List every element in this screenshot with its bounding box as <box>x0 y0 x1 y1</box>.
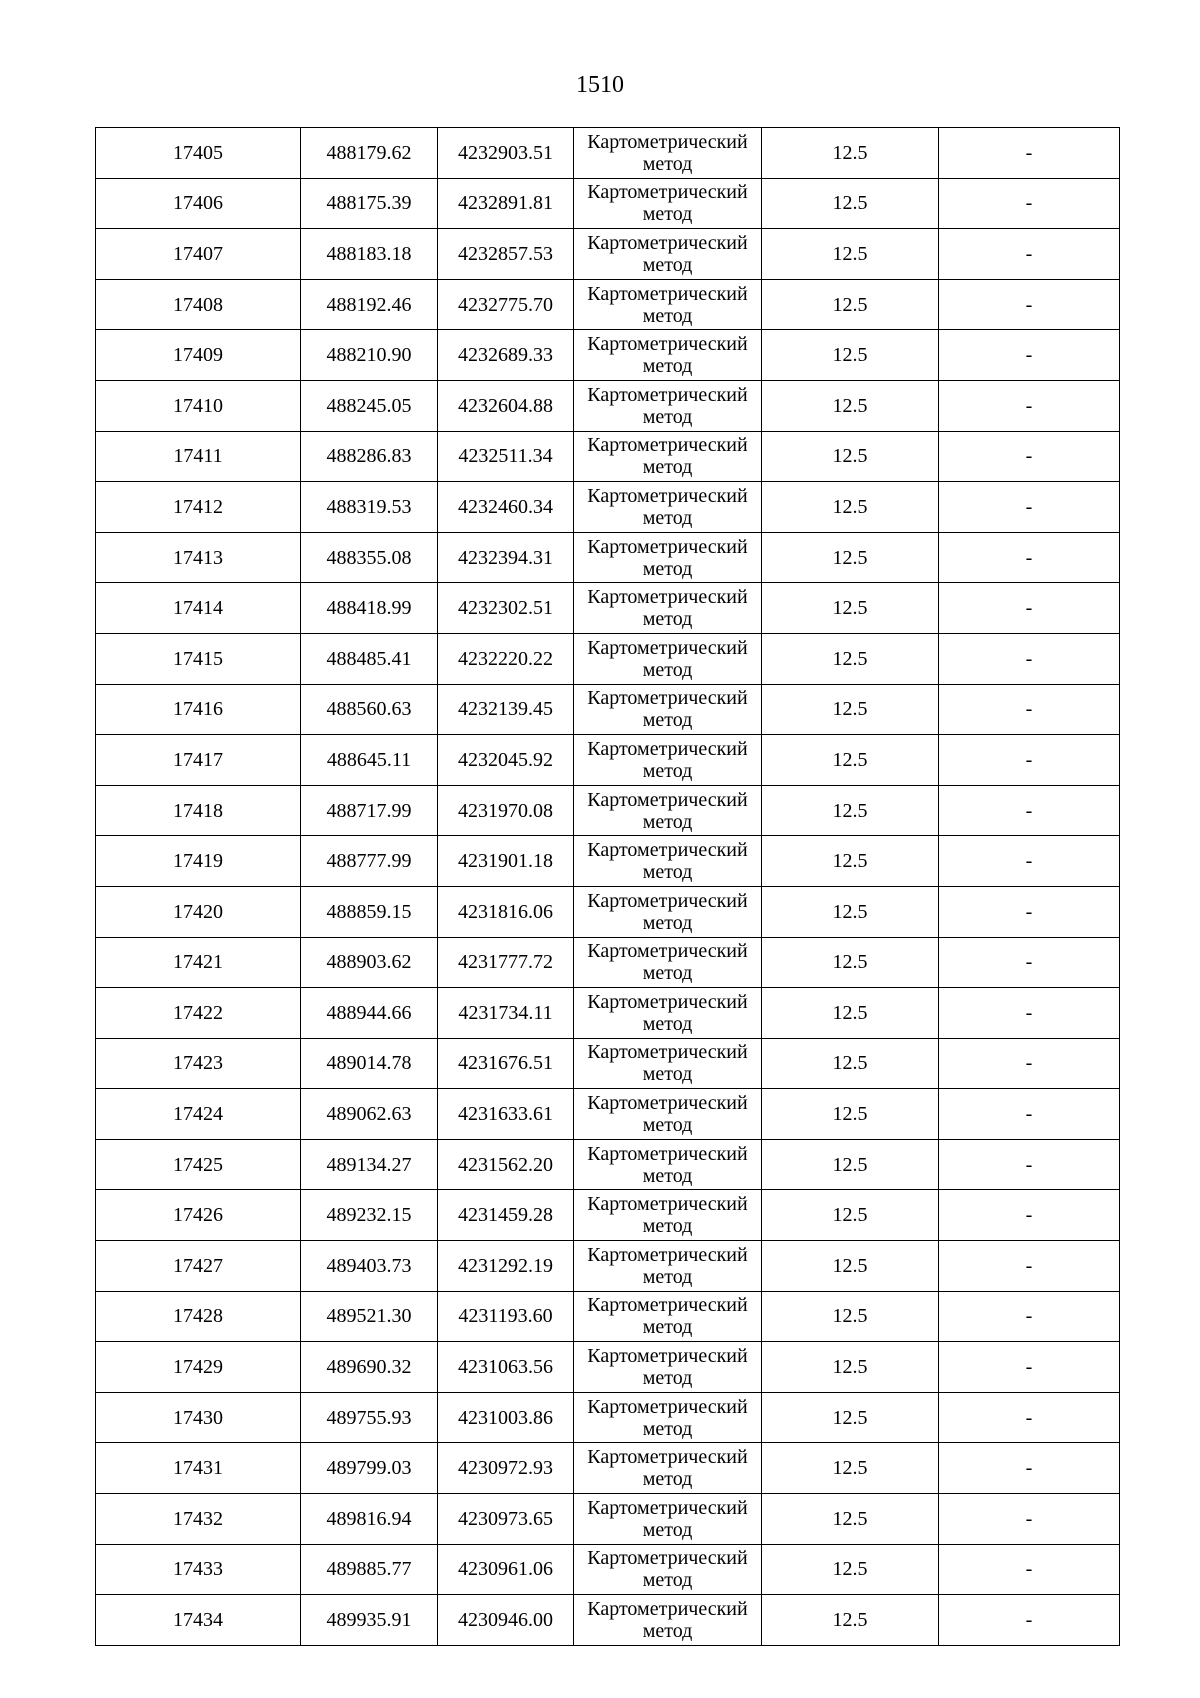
coordinates-table <box>95 127 1120 1646</box>
method-line-2: метод <box>642 557 693 580</box>
method-line-1: Картометрический <box>587 889 748 912</box>
x-coordinate-cell: 488903.62 <box>301 937 438 988</box>
description-cell: - <box>939 1089 1120 1140</box>
x-coordinate-cell: 488192.46 <box>301 279 438 330</box>
table-row <box>96 1089 1120 1140</box>
method-line-2: метод <box>642 1518 693 1541</box>
accuracy-cell: 12.5 <box>762 1595 939 1646</box>
method-line-2: метод <box>642 1215 693 1238</box>
method-cell <box>574 178 762 229</box>
method-line-2: метод <box>642 355 693 378</box>
method-cell <box>574 836 762 887</box>
method-cell <box>574 1392 762 1443</box>
method-cell <box>574 633 762 684</box>
y-coordinate-cell: 4231777.72 <box>438 937 574 988</box>
x-coordinate-cell: 489935.91 <box>301 1595 438 1646</box>
method-cell <box>574 785 762 836</box>
table-row <box>96 532 1120 583</box>
point-number-cell: 17427 <box>96 1241 301 1292</box>
x-coordinate-cell: 488175.39 <box>301 178 438 229</box>
accuracy-cell: 12.5 <box>762 785 939 836</box>
y-coordinate-cell: 4231063.56 <box>438 1342 574 1393</box>
x-coordinate-cell: 489062.63 <box>301 1089 438 1140</box>
accuracy-cell: 12.5 <box>762 380 939 431</box>
accuracy-cell: 12.5 <box>762 886 939 937</box>
x-coordinate-cell: 489521.30 <box>301 1291 438 1342</box>
method-cell <box>574 532 762 583</box>
method-cell <box>574 988 762 1039</box>
x-coordinate-cell: 489885.77 <box>301 1544 438 1595</box>
y-coordinate-cell: 4232460.34 <box>438 482 574 533</box>
method-cell <box>574 330 762 381</box>
table-body <box>96 128 1120 1646</box>
description-cell: - <box>939 937 1120 988</box>
description-cell: - <box>939 886 1120 937</box>
point-number-cell: 17410 <box>96 380 301 431</box>
method-line-2: метод <box>642 506 693 529</box>
method-line-1: Картометрический <box>587 130 748 153</box>
method-cell <box>574 1595 762 1646</box>
description-cell: - <box>939 1595 1120 1646</box>
method-line-1: Картометрический <box>587 586 748 609</box>
method-cell <box>574 684 762 735</box>
accuracy-cell: 12.5 <box>762 1139 939 1190</box>
point-number-cell: 17409 <box>96 330 301 381</box>
y-coordinate-cell: 4232689.33 <box>438 330 574 381</box>
point-number-cell: 17426 <box>96 1190 301 1241</box>
method-line-2: метод <box>642 304 693 327</box>
method-cell <box>574 1494 762 1545</box>
method-line-2: метод <box>642 709 693 732</box>
y-coordinate-cell: 4231816.06 <box>438 886 574 937</box>
table-row <box>96 1544 1120 1595</box>
accuracy-cell: 12.5 <box>762 1392 939 1443</box>
method-line-2: метод <box>642 1063 693 1086</box>
point-number-cell: 17434 <box>96 1595 301 1646</box>
accuracy-cell: 12.5 <box>762 330 939 381</box>
method-line-1: Картометрический <box>587 737 748 760</box>
method-line-2: метод <box>642 861 693 884</box>
accuracy-cell: 12.5 <box>762 1342 939 1393</box>
x-coordinate-cell: 488245.05 <box>301 380 438 431</box>
point-number-cell: 17412 <box>96 482 301 533</box>
y-coordinate-cell: 4232139.45 <box>438 684 574 735</box>
method-cell <box>574 1291 762 1342</box>
method-line-2: метод <box>642 810 693 833</box>
method-line-1: Картометрический <box>587 636 748 659</box>
x-coordinate-cell: 489799.03 <box>301 1443 438 1494</box>
y-coordinate-cell: 4230946.00 <box>438 1595 574 1646</box>
table-row <box>96 988 1120 1039</box>
point-number-cell: 17428 <box>96 1291 301 1342</box>
method-line-2: метод <box>642 911 693 934</box>
x-coordinate-cell: 488645.11 <box>301 735 438 786</box>
method-line-2: метод <box>642 405 693 428</box>
method-line-1: Картометрический <box>587 434 748 457</box>
x-coordinate-cell: 488859.15 <box>301 886 438 937</box>
description-cell: - <box>939 836 1120 887</box>
method-line-1: Картометрический <box>587 1092 748 1115</box>
table-row <box>96 1392 1120 1443</box>
x-coordinate-cell: 488355.08 <box>301 532 438 583</box>
description-cell: - <box>939 1038 1120 1089</box>
method-line-2: метод <box>642 759 693 782</box>
accuracy-cell: 12.5 <box>762 1089 939 1140</box>
method-cell <box>574 482 762 533</box>
point-number-cell: 17430 <box>96 1392 301 1443</box>
x-coordinate-cell: 489690.32 <box>301 1342 438 1393</box>
point-number-cell: 17421 <box>96 937 301 988</box>
accuracy-cell: 12.5 <box>762 988 939 1039</box>
method-cell <box>574 128 762 179</box>
table-row <box>96 1139 1120 1190</box>
accuracy-cell: 12.5 <box>762 1190 939 1241</box>
y-coordinate-cell: 4231676.51 <box>438 1038 574 1089</box>
method-line-1: Картометрический <box>587 1598 748 1621</box>
description-cell: - <box>939 1241 1120 1292</box>
table-row <box>96 128 1120 179</box>
accuracy-cell: 12.5 <box>762 1038 939 1089</box>
table-row <box>96 1342 1120 1393</box>
table-row <box>96 937 1120 988</box>
table-row <box>96 482 1120 533</box>
method-line-2: метод <box>642 1164 693 1187</box>
y-coordinate-cell: 4232045.92 <box>438 735 574 786</box>
method-line-1: Картометрический <box>587 383 748 406</box>
point-number-cell: 17405 <box>96 128 301 179</box>
description-cell: - <box>939 1443 1120 1494</box>
method-line-2: метод <box>642 1012 693 1035</box>
accuracy-cell: 12.5 <box>762 532 939 583</box>
x-coordinate-cell: 488777.99 <box>301 836 438 887</box>
method-line-1: Картометрический <box>587 535 748 558</box>
method-line-1: Картометрический <box>587 1547 748 1570</box>
x-coordinate-cell: 488944.66 <box>301 988 438 1039</box>
description-cell: - <box>939 1291 1120 1342</box>
x-coordinate-cell: 489134.27 <box>301 1139 438 1190</box>
method-line-2: метод <box>642 658 693 681</box>
method-line-2: метод <box>642 1114 693 1137</box>
method-cell <box>574 1089 762 1140</box>
description-cell: - <box>939 229 1120 280</box>
table-row <box>96 633 1120 684</box>
method-line-1: Картометрический <box>587 1193 748 1216</box>
method-line-1: Картометрический <box>587 839 748 862</box>
accuracy-cell: 12.5 <box>762 684 939 735</box>
accuracy-cell: 12.5 <box>762 229 939 280</box>
y-coordinate-cell: 4232394.31 <box>438 532 574 583</box>
x-coordinate-cell: 488560.63 <box>301 684 438 735</box>
table-row <box>96 279 1120 330</box>
point-number-cell: 17413 <box>96 532 301 583</box>
method-line-1: Картометрический <box>587 1142 748 1165</box>
method-cell <box>574 431 762 482</box>
description-cell: - <box>939 482 1120 533</box>
point-number-cell: 17424 <box>96 1089 301 1140</box>
table-row <box>96 684 1120 735</box>
accuracy-cell: 12.5 <box>762 1443 939 1494</box>
x-coordinate-cell: 489816.94 <box>301 1494 438 1545</box>
point-number-cell: 17408 <box>96 279 301 330</box>
y-coordinate-cell: 4231734.11 <box>438 988 574 1039</box>
method-line-1: Картометрический <box>587 282 748 305</box>
point-number-cell: 17406 <box>96 178 301 229</box>
method-cell <box>574 1038 762 1089</box>
y-coordinate-cell: 4231970.08 <box>438 785 574 836</box>
table-row <box>96 1494 1120 1545</box>
y-coordinate-cell: 4232775.70 <box>438 279 574 330</box>
accuracy-cell: 12.5 <box>762 128 939 179</box>
method-line-1: Картометрический <box>587 231 748 254</box>
method-line-2: метод <box>642 1620 693 1643</box>
method-line-1: Картометрический <box>587 333 748 356</box>
method-line-2: метод <box>642 1367 693 1390</box>
y-coordinate-cell: 4231562.20 <box>438 1139 574 1190</box>
table-row <box>96 1291 1120 1342</box>
method-line-1: Картометрический <box>587 1345 748 1368</box>
table-row <box>96 735 1120 786</box>
method-line-1: Картометрический <box>587 990 748 1013</box>
table-row <box>96 886 1120 937</box>
description-cell: - <box>939 1494 1120 1545</box>
y-coordinate-cell: 4231193.60 <box>438 1291 574 1342</box>
y-coordinate-cell: 4232302.51 <box>438 583 574 634</box>
method-line-1: Картометрический <box>587 1243 748 1266</box>
method-cell <box>574 279 762 330</box>
table-row <box>96 1190 1120 1241</box>
accuracy-cell: 12.5 <box>762 937 939 988</box>
point-number-cell: 17433 <box>96 1544 301 1595</box>
table-row <box>96 330 1120 381</box>
table-row <box>96 1038 1120 1089</box>
accuracy-cell: 12.5 <box>762 1494 939 1545</box>
method-line-2: метод <box>642 253 693 276</box>
table-row <box>96 836 1120 887</box>
method-line-1: Картометрический <box>587 181 748 204</box>
point-number-cell: 17414 <box>96 583 301 634</box>
accuracy-cell: 12.5 <box>762 583 939 634</box>
point-number-cell: 17415 <box>96 633 301 684</box>
x-coordinate-cell: 488717.99 <box>301 785 438 836</box>
table-row <box>96 431 1120 482</box>
accuracy-cell: 12.5 <box>762 633 939 684</box>
method-cell <box>574 1139 762 1190</box>
description-cell: - <box>939 1544 1120 1595</box>
method-line-1: Картометрический <box>587 940 748 963</box>
y-coordinate-cell: 4232891.81 <box>438 178 574 229</box>
description-cell: - <box>939 279 1120 330</box>
description-cell: - <box>939 785 1120 836</box>
method-line-2: метод <box>642 1468 693 1491</box>
accuracy-cell: 12.5 <box>762 735 939 786</box>
y-coordinate-cell: 4230961.06 <box>438 1544 574 1595</box>
x-coordinate-cell: 488286.83 <box>301 431 438 482</box>
point-number-cell: 17432 <box>96 1494 301 1545</box>
method-line-1: Картометрический <box>587 788 748 811</box>
y-coordinate-cell: 4230972.93 <box>438 1443 574 1494</box>
table-row <box>96 178 1120 229</box>
method-cell <box>574 229 762 280</box>
description-cell: - <box>939 128 1120 179</box>
method-line-2: метод <box>642 152 693 175</box>
description-cell: - <box>939 988 1120 1039</box>
table-row <box>96 583 1120 634</box>
method-line-1: Картометрический <box>587 1294 748 1317</box>
description-cell: - <box>939 532 1120 583</box>
accuracy-cell: 12.5 <box>762 836 939 887</box>
point-number-cell: 17422 <box>96 988 301 1039</box>
method-line-2: метод <box>642 1417 693 1440</box>
method-line-1: Картометрический <box>587 1496 748 1519</box>
point-number-cell: 17417 <box>96 735 301 786</box>
y-coordinate-cell: 4232511.34 <box>438 431 574 482</box>
method-cell <box>574 937 762 988</box>
description-cell: - <box>939 633 1120 684</box>
point-number-cell: 17429 <box>96 1342 301 1393</box>
point-number-cell: 17416 <box>96 684 301 735</box>
y-coordinate-cell: 4231292.19 <box>438 1241 574 1292</box>
point-number-cell: 17431 <box>96 1443 301 1494</box>
description-cell: - <box>939 684 1120 735</box>
method-cell <box>574 1443 762 1494</box>
x-coordinate-cell: 489403.73 <box>301 1241 438 1292</box>
x-coordinate-cell: 489014.78 <box>301 1038 438 1089</box>
table-row <box>96 1241 1120 1292</box>
method-line-1: Картометрический <box>587 687 748 710</box>
x-coordinate-cell: 489755.93 <box>301 1392 438 1443</box>
point-number-cell: 17407 <box>96 229 301 280</box>
table-row <box>96 1443 1120 1494</box>
method-line-2: метод <box>642 203 693 226</box>
accuracy-cell: 12.5 <box>762 1544 939 1595</box>
method-cell <box>574 1190 762 1241</box>
method-cell <box>574 1342 762 1393</box>
description-cell: - <box>939 1392 1120 1443</box>
table-row <box>96 229 1120 280</box>
y-coordinate-cell: 4232220.22 <box>438 633 574 684</box>
description-cell: - <box>939 431 1120 482</box>
method-line-1: Картометрический <box>587 1041 748 1064</box>
x-coordinate-cell: 488319.53 <box>301 482 438 533</box>
page-number: 1510 <box>576 72 624 98</box>
y-coordinate-cell: 4232857.53 <box>438 229 574 280</box>
description-cell: - <box>939 1342 1120 1393</box>
method-line-1: Картометрический <box>587 1446 748 1469</box>
y-coordinate-cell: 4231901.18 <box>438 836 574 887</box>
method-line-2: метод <box>642 1265 693 1288</box>
method-cell <box>574 1241 762 1292</box>
x-coordinate-cell: 488183.18 <box>301 229 438 280</box>
method-line-2: метод <box>642 962 693 985</box>
method-line-2: метод <box>642 1569 693 1592</box>
description-cell: - <box>939 330 1120 381</box>
y-coordinate-cell: 4231633.61 <box>438 1089 574 1140</box>
y-coordinate-cell: 4232903.51 <box>438 128 574 179</box>
method-line-2: метод <box>642 1316 693 1339</box>
description-cell: - <box>939 178 1120 229</box>
table-row <box>96 785 1120 836</box>
description-cell: - <box>939 380 1120 431</box>
point-number-cell: 17420 <box>96 886 301 937</box>
point-number-cell: 17425 <box>96 1139 301 1190</box>
description-cell: - <box>939 1190 1120 1241</box>
table-row <box>96 1595 1120 1646</box>
table-row <box>96 380 1120 431</box>
x-coordinate-cell: 489232.15 <box>301 1190 438 1241</box>
point-number-cell: 17419 <box>96 836 301 887</box>
accuracy-cell: 12.5 <box>762 279 939 330</box>
point-number-cell: 17423 <box>96 1038 301 1089</box>
method-cell <box>574 1544 762 1595</box>
description-cell: - <box>939 1139 1120 1190</box>
method-cell <box>574 735 762 786</box>
x-coordinate-cell: 488418.99 <box>301 583 438 634</box>
method-cell <box>574 380 762 431</box>
point-number-cell: 17418 <box>96 785 301 836</box>
description-cell: - <box>939 735 1120 786</box>
accuracy-cell: 12.5 <box>762 1241 939 1292</box>
method-cell <box>574 886 762 937</box>
y-coordinate-cell: 4231459.28 <box>438 1190 574 1241</box>
accuracy-cell: 12.5 <box>762 1291 939 1342</box>
method-line-2: метод <box>642 608 693 631</box>
y-coordinate-cell: 4231003.86 <box>438 1392 574 1443</box>
accuracy-cell: 12.5 <box>762 178 939 229</box>
method-line-1: Картометрический <box>587 484 748 507</box>
point-number-cell: 17411 <box>96 431 301 482</box>
method-line-1: Картометрический <box>587 1395 748 1418</box>
method-line-2: метод <box>642 456 693 479</box>
y-coordinate-cell: 4230973.65 <box>438 1494 574 1545</box>
method-cell <box>574 583 762 634</box>
description-cell: - <box>939 583 1120 634</box>
y-coordinate-cell: 4232604.88 <box>438 380 574 431</box>
accuracy-cell: 12.5 <box>762 482 939 533</box>
x-coordinate-cell: 488485.41 <box>301 633 438 684</box>
x-coordinate-cell: 488179.62 <box>301 128 438 179</box>
accuracy-cell: 12.5 <box>762 431 939 482</box>
x-coordinate-cell: 488210.90 <box>301 330 438 381</box>
